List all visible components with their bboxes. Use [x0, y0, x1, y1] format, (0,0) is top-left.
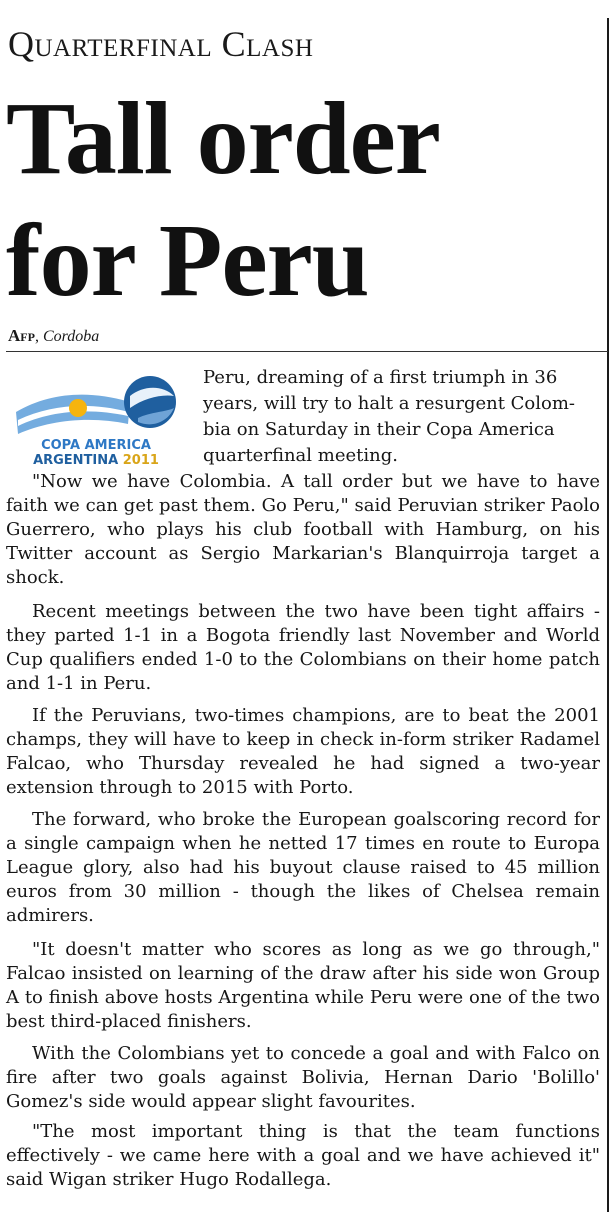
- byline-place: Cordoba: [42, 328, 100, 345]
- column-rule: [607, 18, 609, 1212]
- byline-divider: [6, 351, 608, 352]
- headline: [6, 78, 604, 322]
- flag-ball-icon: [10, 372, 190, 442]
- logo-line-2: ARGENTINA: [33, 453, 119, 468]
- article-paragraph: The forward, who broke the European goalscoring record for a single campaign when he netted 17 times en route to Europa League glory, also had his buyout clause raised to 45 million euros from 30 million - though the likes of Chelsea remain admirers.: [6, 809, 600, 926]
- headline-line-1: Tall order: [6, 81, 440, 196]
- lead-line: quarterfinal meeting.: [203, 445, 398, 466]
- article-paragraph: If the Peruvians, two-times champions, are to beat the 2001 champs, they will have to keep in check in-form striker Radamel Falcao, who Thursday revealed he had signed a two-year extension through to 2015 with Porto.: [6, 705, 600, 798]
- lead-line: bia on Saturday in their Copa America: [203, 419, 555, 440]
- article-paragraph: With the Colombians yet to concede a goal and with Falco on fire after two goals against Bolivia, Hernan Dario 'Bolillo' Gomez's side would appear slight favourites.: [6, 1043, 600, 1112]
- logo-line-1: COPA AMERICA: [41, 438, 151, 453]
- article-paragraph: "The most important thing is that the team functions effectively - we came here with a goal and we have achieved it" said Wigan striker Hugo Rodallega.: [6, 1121, 600, 1190]
- headline-line-2: for Peru: [6, 203, 369, 318]
- article-paragraph: "It doesn't matter who scores as long as we go through," Falcao insisted on learning of the draw after his side won Group A to finish above hosts Argentina while Peru were one of the two best third-placed finishers.: [6, 939, 600, 1032]
- sun-icon: [69, 399, 87, 417]
- byline-agency: Afp: [8, 326, 35, 345]
- logo-year: 2011: [122, 453, 159, 468]
- logo-wordmark: [10, 438, 182, 468]
- lead-line: years, will try to halt a resurgent Colom-: [203, 393, 576, 414]
- article-paragraph: "Now we have Colombia. A tall order but we have to have faith we can get past them. Go Peru," said Peruvian striker Paolo Guerrero, who plays his club football with Hamburg, on his Twitter account as Sergio Markarian's Blanquirroja target a shock.: [6, 471, 600, 588]
- article-paragraph: Recent meetings between the two have been tight affairs - they parted 1-1 in a Bogota friendly last November and World Cup qualifiers ended 1-0 to the Colombians on their home patch and 1-1 in Peru.: [6, 601, 600, 694]
- byline: Afp, Cordoba: [8, 326, 100, 345]
- lead-line: Peru, dreaming of a first triumph in 36: [203, 367, 558, 388]
- copa-america-logo: [10, 372, 190, 472]
- kicker: Quarterfinal Clash: [8, 24, 314, 64]
